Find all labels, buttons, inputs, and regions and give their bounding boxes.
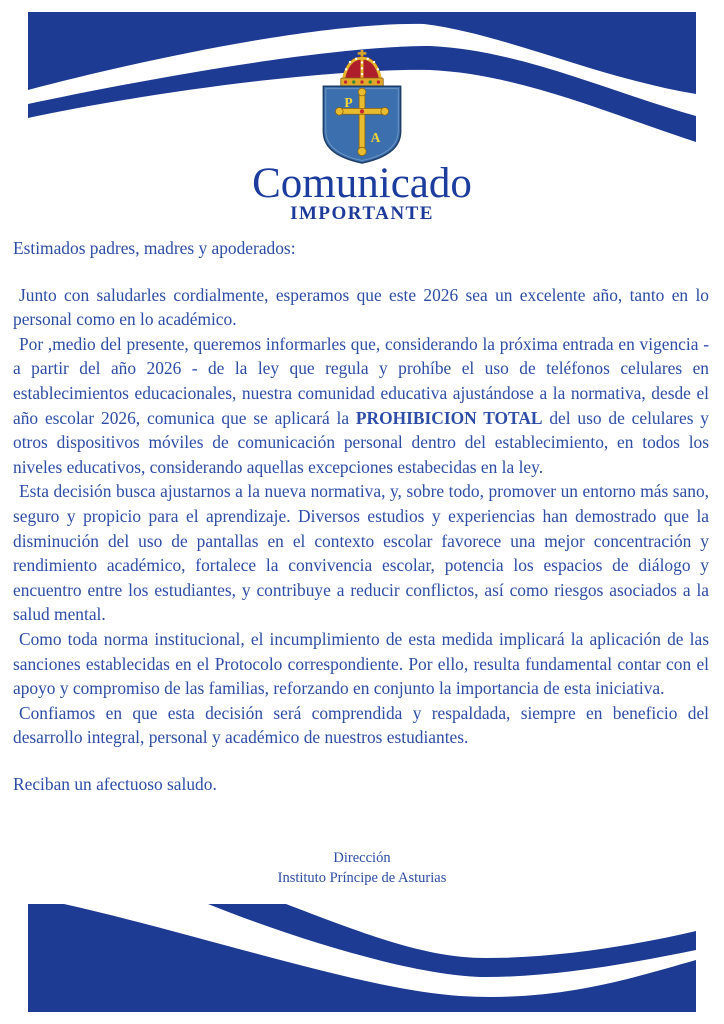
shield-icon <box>323 86 400 163</box>
salutation: Estimados padres, madres y apoderados: <box>13 238 296 258</box>
paragraph-confidence: Confiamos en que esta decisión será comprendida y respaldada, siempre en beneficio del desarrollo integral, personal y académico de nuestros estudiantes. <box>13 702 709 748</box>
crown-icon <box>341 50 384 86</box>
page-title: Comunicado <box>252 160 472 207</box>
signature-block <box>0 849 724 888</box>
closing-line: Reciban un afectuoso saludo. <box>13 773 217 794</box>
signature-role: Dirección <box>333 850 391 866</box>
announcement-text-after-bold: del uso de celulares y otros dispositivos móviles de comunicación personal dentro del establecimiento, en todos los niveles educativos, considerando aquellas excepciones estabecidas en la ley. <box>13 407 709 477</box>
paragraph-greeting: Junto con saludarles cordialmente, esperamos que este 2026 sea un excelente año, tanto en lo personal como en lo académico. <box>13 284 709 330</box>
announcement-text-before-bold: Por ,medio del presente, queremos informarles que, considerando la próxima entrada en vigencia - a partir del año 2026 - de la ley que regula y prohíbe el uso de teléfonos celulares en establecimientos educacionales, nuestra comunidad educativa ajustándose a la normativa, desde el año escolar 2026, comunica que se aplicará la <box>13 333 709 428</box>
paragraph-announcement <box>13 332 709 480</box>
paragraph-rationale: Esta decisión busca ajustarnos a la nueva normativa, y, sobre todo, promover un entorno más sano, seguro y propicio para el aprendizaje. Diversos estudios y experiencias han demostrado que la disminución del uso de pantallas en el contexto escolar favorece una mejor concentración y rendimiento académico, fortalece la convivencia escolar, potencia los espacios de diálogo y encuentro entre los estudiantes, y contribuye a reducir conflictos, así como riesgos asociados a la salud mental. <box>13 481 709 625</box>
page-subtitle: IMPORTANTE <box>290 203 434 224</box>
letter-body <box>13 236 709 796</box>
signature-institution: Instituto Príncipe de Asturias <box>277 869 447 886</box>
shield-letter-a: A <box>370 129 381 145</box>
footer-wave-decoration <box>0 899 724 1024</box>
shield-letter-p: P <box>344 95 353 110</box>
asturias-coat-of-arms <box>312 50 412 164</box>
prohibition-total-emphasis: PROHIBICION TOTAL <box>355 407 543 428</box>
paragraph-sanctions: Como toda norma institucional, el incumplimiento de esta medida implicará la aplicación de las sanciones establecidas en el Protocolo correspondiente. Por ello, resulta fundamental contar con el apoyo y compromiso de las familias, reforzando en conjunto la importancia de esta iniciativa. <box>13 628 709 699</box>
